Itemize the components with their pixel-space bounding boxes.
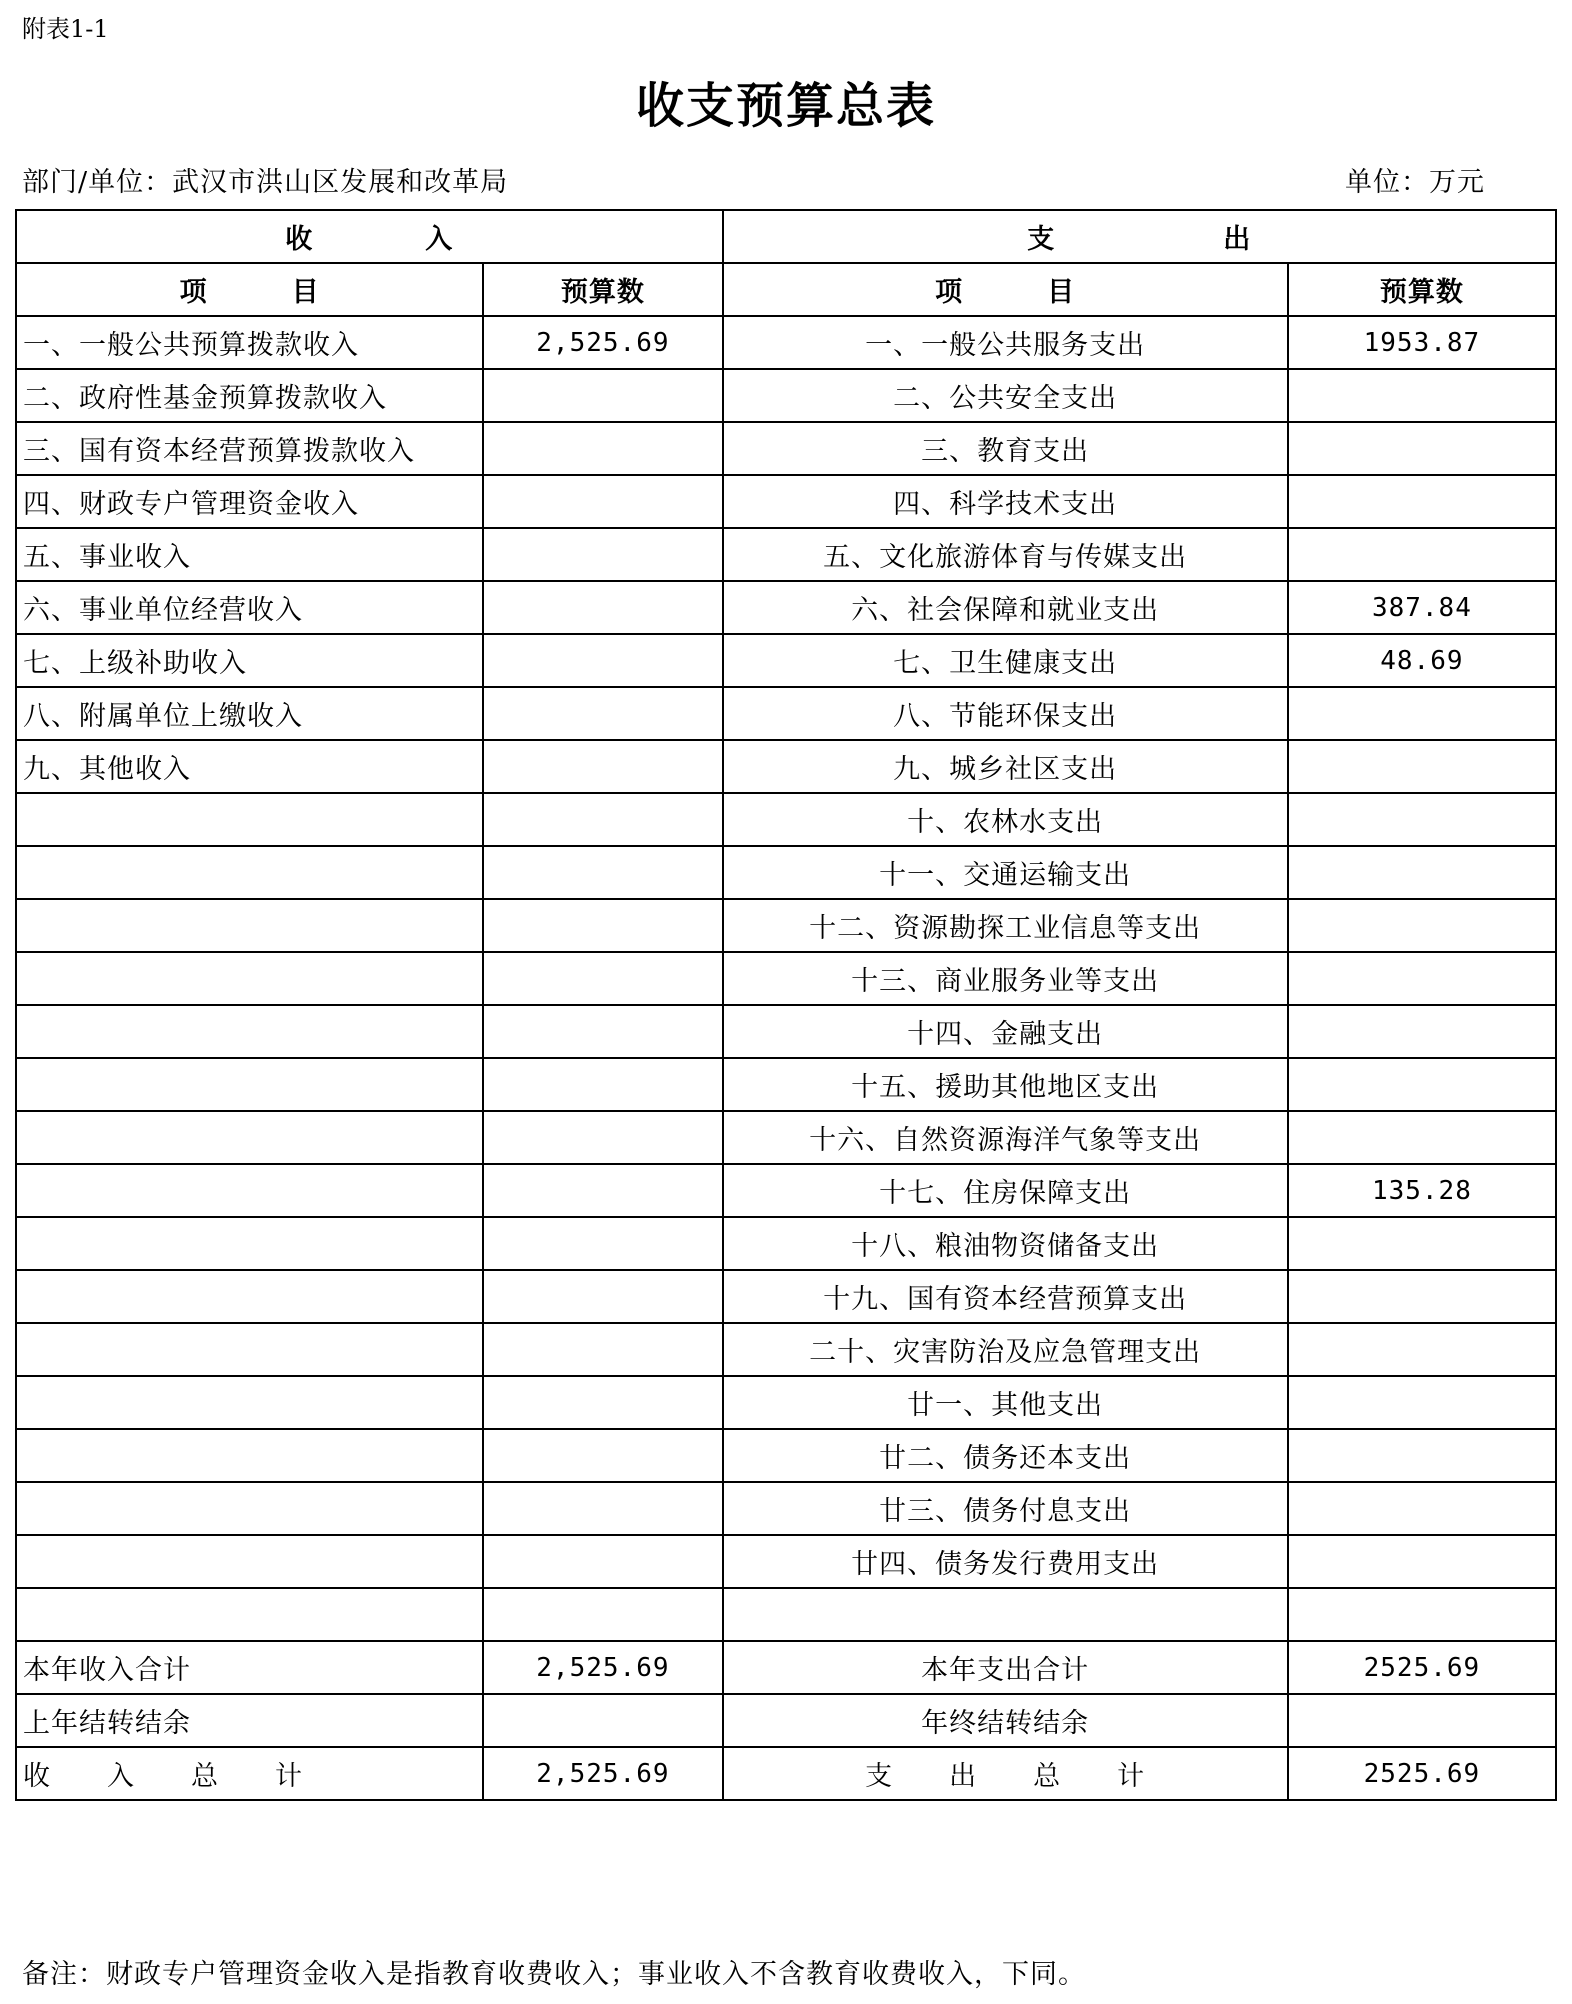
income-item-cell [16, 1270, 483, 1323]
table-row [16, 528, 1556, 581]
expense-item-cell: 二、公共安全支出 [723, 369, 1288, 422]
expense-item-cell: 十二、资源勘探工业信息等支出 [723, 899, 1288, 952]
income-amount-cell [483, 1429, 722, 1482]
expense-item-cell: 廿一、其他支出 [723, 1376, 1288, 1429]
income-item-cell [16, 1058, 483, 1111]
income-item-cell [16, 1376, 483, 1429]
table-row [16, 846, 1556, 899]
expense-amount-cell [1288, 1694, 1556, 1747]
expense-amount-cell [1288, 846, 1556, 899]
expense-item-cell: 三、教育支出 [723, 422, 1288, 475]
expense-item-cell: 二十、灾害防治及应急管理支出 [723, 1323, 1288, 1376]
income-item-cell: 一、一般公共预算拨款收入 [16, 316, 483, 369]
table-row [16, 1535, 1556, 1588]
expense-amount-cell [1288, 1429, 1556, 1482]
table-row [16, 1164, 1556, 1217]
expense-item-cell: 十六、自然资源海洋气象等支出 [723, 1111, 1288, 1164]
income-item-cell: 本年收入合计 [16, 1641, 483, 1694]
income-amount-cell [483, 1270, 722, 1323]
income-amount-cell [483, 793, 722, 846]
income-amount-cell [483, 1376, 722, 1429]
income-amount-cell [483, 1164, 722, 1217]
table-row [16, 899, 1556, 952]
table-row [16, 422, 1556, 475]
income-item-cell: 七、上级补助收入 [16, 634, 483, 687]
expense-item-cell: 十四、金融支出 [723, 1005, 1288, 1058]
income-amount-cell [483, 687, 722, 740]
expense-item-cell: 八、节能环保支出 [723, 687, 1288, 740]
total-row [16, 1747, 1556, 1800]
table-row [16, 1323, 1556, 1376]
table-row [16, 1482, 1556, 1535]
table-row [16, 793, 1556, 846]
expense-amount-cell: 1953.87 [1288, 316, 1556, 369]
income-amount-cell [483, 369, 722, 422]
income-amount-cell [483, 634, 722, 687]
expense-item-cell: 十七、住房保障支出 [723, 1164, 1288, 1217]
income-amount-cell [483, 1694, 722, 1747]
table-row [16, 952, 1556, 1005]
income-amount-cell [483, 1111, 722, 1164]
income-amount-cell [483, 846, 722, 899]
expense-amount-cell [1288, 1588, 1556, 1641]
expense-item-cell: 五、文化旅游体育与传媒支出 [723, 528, 1288, 581]
table-row [16, 1005, 1556, 1058]
page-title: 收支预算总表 [635, 78, 936, 134]
expense-item-cell: 本年支出合计 [723, 1641, 1288, 1694]
income-amount-cell [483, 1482, 722, 1535]
income-item-cell [16, 952, 483, 1005]
income-item-cell: 二、政府性基金预算拨款收入 [16, 369, 483, 422]
expense-amount-cell: 135.28 [1288, 1164, 1556, 1217]
income-item-cell: 收 入 总 计 [16, 1747, 483, 1800]
income-amount-cell [483, 1058, 722, 1111]
expense-item-header: 项 目 [723, 263, 1288, 316]
income-amount-cell [483, 528, 722, 581]
income-item-cell: 上年结转结余 [16, 1694, 483, 1747]
expense-item-cell: 一、一般公共服务支出 [723, 316, 1288, 369]
expense-item-cell: 年终结转结余 [723, 1694, 1288, 1747]
income-item-cell [16, 1429, 483, 1482]
expense-item-cell: 七、卫生健康支出 [723, 634, 1288, 687]
expense-amount-cell: 2525.69 [1288, 1747, 1556, 1800]
budget-summary-table [15, 209, 1557, 1801]
income-amount-cell [483, 422, 722, 475]
expense-amount-cell [1288, 740, 1556, 793]
table-row [16, 1588, 1556, 1641]
expense-item-cell: 九、城乡社区支出 [723, 740, 1288, 793]
table-row [16, 316, 1556, 369]
expense-item-cell: 十三、商业服务业等支出 [723, 952, 1288, 1005]
footnote: 备注：财政专户管理资金收入是指教育收费收入；事业收入不含教育收费收入，下同。 [22, 1959, 1086, 1990]
income-item-cell [16, 1323, 483, 1376]
income-item-cell [16, 793, 483, 846]
expense-item-cell: 廿二、债务还本支出 [723, 1429, 1288, 1482]
income-item-cell [16, 1482, 483, 1535]
unit-label: 单位：万元 [1345, 167, 1485, 198]
expense-item-cell: 四、科学技术支出 [723, 475, 1288, 528]
table-row [16, 1376, 1556, 1429]
expense-amount-cell: 2525.69 [1288, 1641, 1556, 1694]
expense-amount-cell [1288, 475, 1556, 528]
table-row [16, 687, 1556, 740]
income-amount-cell [483, 899, 722, 952]
income-item-cell [16, 846, 483, 899]
income-item-cell [16, 1217, 483, 1270]
income-item-cell: 五、事业收入 [16, 528, 483, 581]
expense-amount-cell [1288, 687, 1556, 740]
expense-item-cell: 廿三、债务付息支出 [723, 1482, 1288, 1535]
income-section-header: 收 入 [16, 210, 723, 263]
column-header-row [16, 263, 1556, 316]
expense-amount-cell [1288, 369, 1556, 422]
income-amount-cell [483, 740, 722, 793]
income-amount-cell [483, 1535, 722, 1588]
income-amount-cell [483, 1323, 722, 1376]
income-item-cell: 三、国有资本经营预算拨款收入 [16, 422, 483, 475]
table-row [16, 1111, 1556, 1164]
expense-amount-cell [1288, 1482, 1556, 1535]
table-row [16, 1429, 1556, 1482]
income-item-cell: 九、其他收入 [16, 740, 483, 793]
total-row [16, 1641, 1556, 1694]
expense-amount-header: 预算数 [1288, 263, 1556, 316]
department-label: 部门/单位：武汉市洪山区发展和改革局 [22, 167, 509, 198]
expense-item-cell: 六、社会保障和就业支出 [723, 581, 1288, 634]
expense-section-header: 支 出 [723, 210, 1556, 263]
income-item-cell: 四、财政专户管理资金收入 [16, 475, 483, 528]
table-body [16, 316, 1556, 1800]
expense-item-cell: 支 出 总 计 [723, 1747, 1288, 1800]
table-row [16, 1217, 1556, 1270]
expense-item-cell: 十八、粮油物资储备支出 [723, 1217, 1288, 1270]
income-item-cell: 八、附属单位上缴收入 [16, 687, 483, 740]
expense-amount-cell [1288, 1217, 1556, 1270]
income-amount-cell [483, 1588, 722, 1641]
annex-label: 附表1-1 [22, 15, 109, 43]
expense-amount-cell [1288, 1376, 1556, 1429]
income-amount-cell [483, 952, 722, 1005]
expense-amount-cell [1288, 528, 1556, 581]
income-item-cell [16, 1588, 483, 1641]
expense-amount-cell: 48.69 [1288, 634, 1556, 687]
income-item-cell: 六、事业单位经营收入 [16, 581, 483, 634]
income-amount-cell [483, 581, 722, 634]
expense-amount-cell: 387.84 [1288, 581, 1556, 634]
table-row [16, 740, 1556, 793]
income-item-header: 项 目 [16, 263, 483, 316]
income-amount-cell: 2,525.69 [483, 1641, 722, 1694]
income-amount-cell [483, 1217, 722, 1270]
expense-item-cell: 十五、援助其他地区支出 [723, 1058, 1288, 1111]
expense-amount-cell [1288, 1111, 1556, 1164]
income-item-cell [16, 1164, 483, 1217]
expense-amount-cell [1288, 1058, 1556, 1111]
expense-item-cell: 十一、交通运输支出 [723, 846, 1288, 899]
expense-amount-cell [1288, 899, 1556, 952]
total-row [16, 1694, 1556, 1747]
table-row [16, 475, 1556, 528]
expense-amount-cell [1288, 1270, 1556, 1323]
income-item-cell [16, 1005, 483, 1058]
table-row [16, 369, 1556, 422]
expense-amount-cell [1288, 793, 1556, 846]
income-item-cell [16, 899, 483, 952]
table-row [16, 581, 1556, 634]
table-row [16, 634, 1556, 687]
expense-amount-cell [1288, 422, 1556, 475]
expense-item-cell [723, 1588, 1288, 1641]
income-amount-cell: 2,525.69 [483, 316, 722, 369]
table-row [16, 1270, 1556, 1323]
expense-item-cell: 十九、国有资本经营预算支出 [723, 1270, 1288, 1323]
income-item-cell [16, 1535, 483, 1588]
expense-amount-cell [1288, 952, 1556, 1005]
expense-item-cell: 廿四、债务发行费用支出 [723, 1535, 1288, 1588]
expense-amount-cell [1288, 1005, 1556, 1058]
income-amount-cell [483, 1005, 722, 1058]
income-item-cell [16, 1111, 483, 1164]
expense-item-cell: 十、农林水支出 [723, 793, 1288, 846]
expense-amount-cell [1288, 1323, 1556, 1376]
income-amount-cell [483, 475, 722, 528]
expense-amount-cell [1288, 1535, 1556, 1588]
section-header-row [16, 210, 1556, 263]
income-amount-header: 预算数 [483, 263, 722, 316]
income-amount-cell: 2,525.69 [483, 1747, 722, 1800]
table-row [16, 1058, 1556, 1111]
